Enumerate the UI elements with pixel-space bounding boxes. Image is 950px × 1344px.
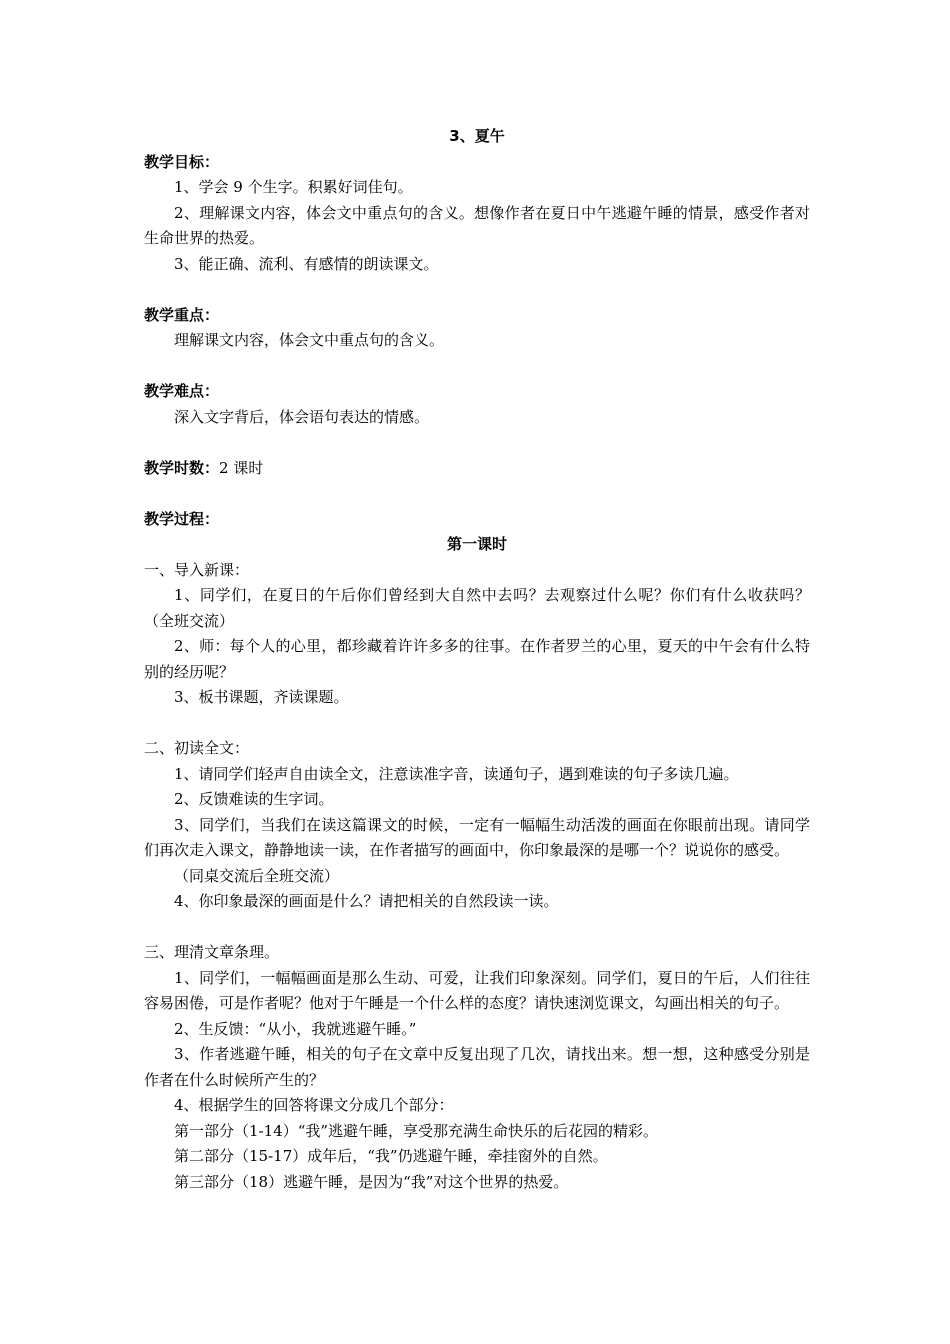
difficulty-heading: 教学难点：	[144, 382, 220, 400]
section-item: 3、同学们，当我们在读这篇课文的时候，一定有一幅幅生动活泼的画面在你眼前出现。请同学们再次走入课文，静静地读一读，在作者描写的画面中，你印象最深的是哪一个？说说你的感受。	[144, 815, 810, 859]
section-item: 第一部分（1-14）“我”逃避午睡，享受那充满生命快乐的后花园的精彩。	[174, 1121, 659, 1140]
hours-heading: 教学时数：	[144, 458, 220, 477]
document-page	[144, 124, 810, 1195]
section-item: 1、同学们，一幅幅画面是那么生动、可爱，让我们印象深刻。同学们，夏日的午后，人们往往容易困倦，可是作者呢？他对于午睡是一个什么样的态度？请快速浏览课文，勾画出相关的句子。	[144, 968, 810, 1012]
objective-item: 2、理解课文内容，体会文中重点句的含义。想像作者在夏日中午逃避午睡的情景，感受作者对生命世界的热爱。	[144, 203, 810, 247]
section-item: 4、你印象最深的画面是什么？请把相关的自然段读一读。	[174, 892, 559, 910]
objective-item: 1、学会 9 个生字。积累好词佳句。	[174, 178, 413, 196]
section-item: 1、同学们，在夏日的午后你们曾经到大自然中去吗？去观察过什么呢？你们有什么收获吗？（全班交流）	[144, 586, 810, 630]
hours-line	[144, 456, 810, 482]
key-point-heading: 教学重点：	[144, 305, 220, 324]
section-item: 2、生反馈：“从小，我就逃避午睡。”	[174, 1019, 417, 1038]
section-heading: 二、初读全文：	[144, 739, 250, 757]
section-item: 第二部分（15-17）成年后，“我”仍逃避午睡，牵挂窗外的自然。	[174, 1147, 608, 1165]
section-item: 第三部分（18）逃避午睡，是因为“我”对这个世界的热爱。	[174, 1172, 569, 1191]
lesson-title: 第一课时	[446, 535, 507, 553]
section-heading: 三、理清文章条理。	[144, 943, 280, 961]
section-heading: 一、导入新课：	[144, 560, 250, 579]
section-item: 2、师：每个人的心里，都珍藏着许许多多的往事。在作者罗兰的心里，夏天的中午会有什么特别的经历呢？	[144, 637, 810, 681]
section-item: 4、根据学生的回答将课文分成几个部分：	[174, 1096, 454, 1114]
hours-value: 2 课时	[219, 458, 264, 477]
section-item: （同桌交流后全班交流）	[174, 866, 340, 885]
objective-item: 3、能正确、流利、有感情的朗读课文。	[174, 254, 439, 273]
section-item: 3、作者逃避午睡，相关的句子在文章中反复出现了几次，请找出来。想一想，这种感受分别是作者在什么时候所产生的？	[144, 1045, 810, 1089]
page-title: 3、夏午	[449, 127, 505, 145]
section-item: 1、请同学们轻声自由读全文，注意读准字音，读通句子，遇到难读的句子多读几遍。	[174, 764, 739, 783]
process-heading: 教学过程：	[144, 509, 220, 528]
difficulty-text: 深入文字背后，体会语句表达的情感。	[174, 407, 430, 426]
section-item: 2、反馈难读的生字词。	[174, 790, 334, 808]
objectives-heading: 教学目标：	[144, 152, 220, 171]
section-item: 3、板书课题，齐读课题。	[174, 688, 349, 706]
key-point-text: 理解课文内容，体会文中重点句的含义。	[174, 331, 445, 349]
